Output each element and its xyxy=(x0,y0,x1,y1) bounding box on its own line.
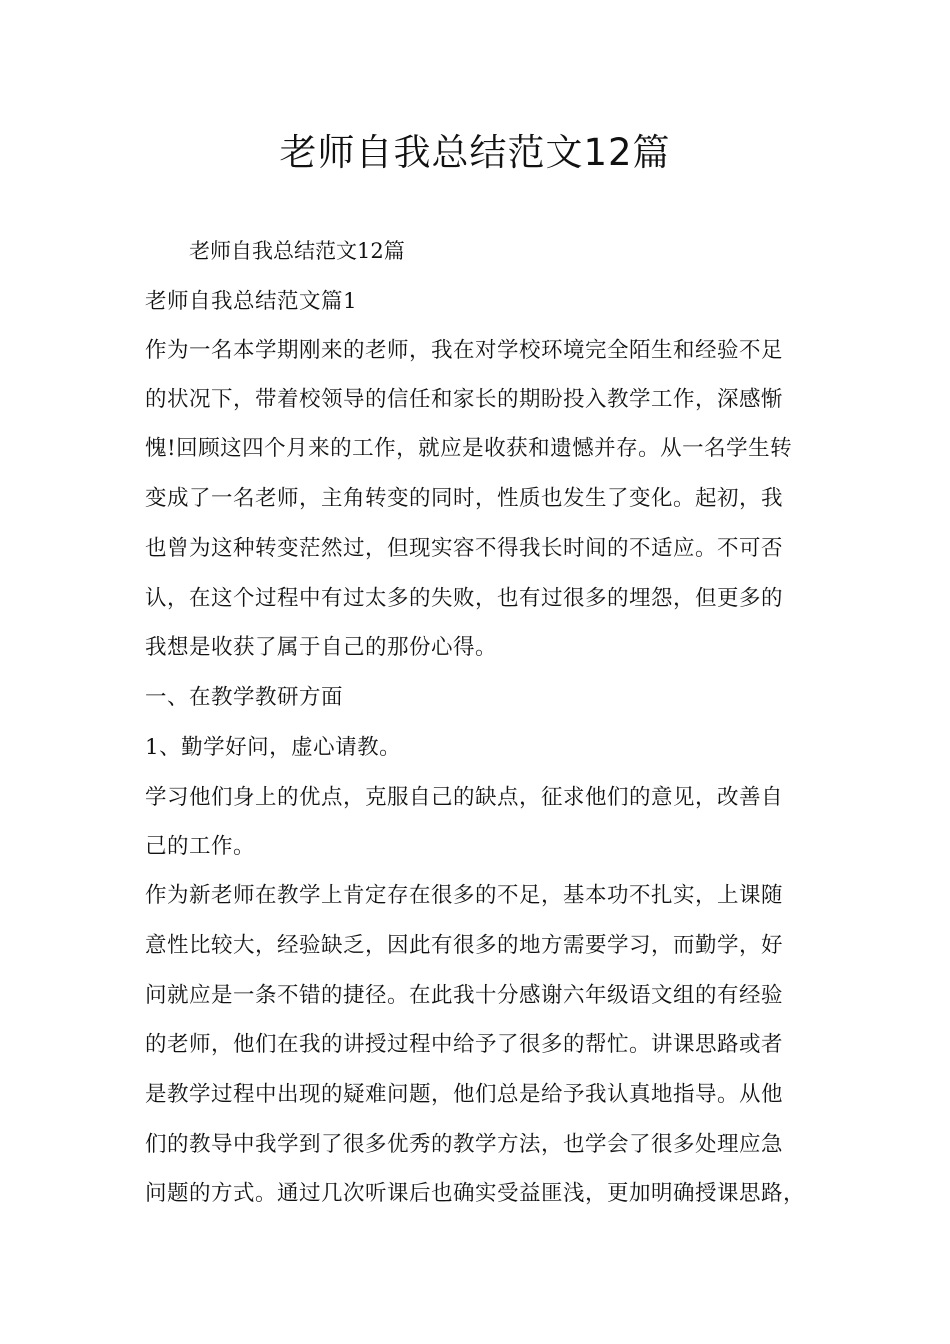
section-heading: 老师自我总结范文篇1 xyxy=(145,289,358,314)
paragraph-line: 意性比较大，经验缺乏，因此有很多的地方需要学习，而勤学，好 xyxy=(145,933,784,958)
paragraph-line: 问题的方式。通过几次听课后也确实受益匪浅，更加明确授课思路， xyxy=(145,1181,806,1206)
paragraph-line: 作为新老师在教学上肯定存在很多的不足，基本功不扎实，上课随 xyxy=(145,883,784,908)
paragraph-line: 变成了一名老师，主角转变的同时，性质也发生了变化。起初，我 xyxy=(145,486,784,511)
paragraph-line: 我想是收获了属于自己的那份心得。 xyxy=(145,635,498,660)
paragraph-line: 的状况下，带着校领导的信任和家长的期盼投入教学工作，深感惭 xyxy=(145,387,784,412)
paragraph-line: 问就应是一条不错的捷径。在此我十分感谢六年级语文组的有经验 xyxy=(145,983,784,1008)
section-heading: 一、在教学教研方面 xyxy=(145,685,344,710)
paragraph-line: 学习他们身上的优点，克服自己的缺点，征求他们的意见，改善自 xyxy=(145,785,784,810)
subsection-heading: 1、勤学好问，虚心请教。 xyxy=(145,735,402,760)
paragraph-line: 作为一名本学期刚来的老师，我在对学校环境完全陌生和经验不足 xyxy=(145,338,784,363)
paragraph-line: 认，在这个过程中有过太多的失败，也有过很多的埋怨，但更多的 xyxy=(145,586,784,611)
document-title: 老师自我总结范文12篇 xyxy=(279,131,671,174)
paragraph-line: 们的教导中我学到了很多优秀的教学方法，也学会了很多处理应急 xyxy=(145,1132,784,1157)
paragraph-line: 己的工作。 xyxy=(145,834,256,859)
document-subtitle: 老师自我总结范文12篇 xyxy=(189,239,405,263)
paragraph-line: 也曾为这种转变茫然过，但现实容不得我长时间的不适应。不可否 xyxy=(145,536,784,561)
paragraph-line: 的老师，他们在我的讲授过程中给予了很多的帮忙。讲课思路或者 xyxy=(145,1032,784,1057)
paragraph-line: 愧!回顾这四个月来的工作，就应是收获和遗憾并存。从一名学生转 xyxy=(145,436,793,461)
paragraph-line: 是教学过程中出现的疑难问题，他们总是给予我认真地指导。从他 xyxy=(145,1082,784,1107)
